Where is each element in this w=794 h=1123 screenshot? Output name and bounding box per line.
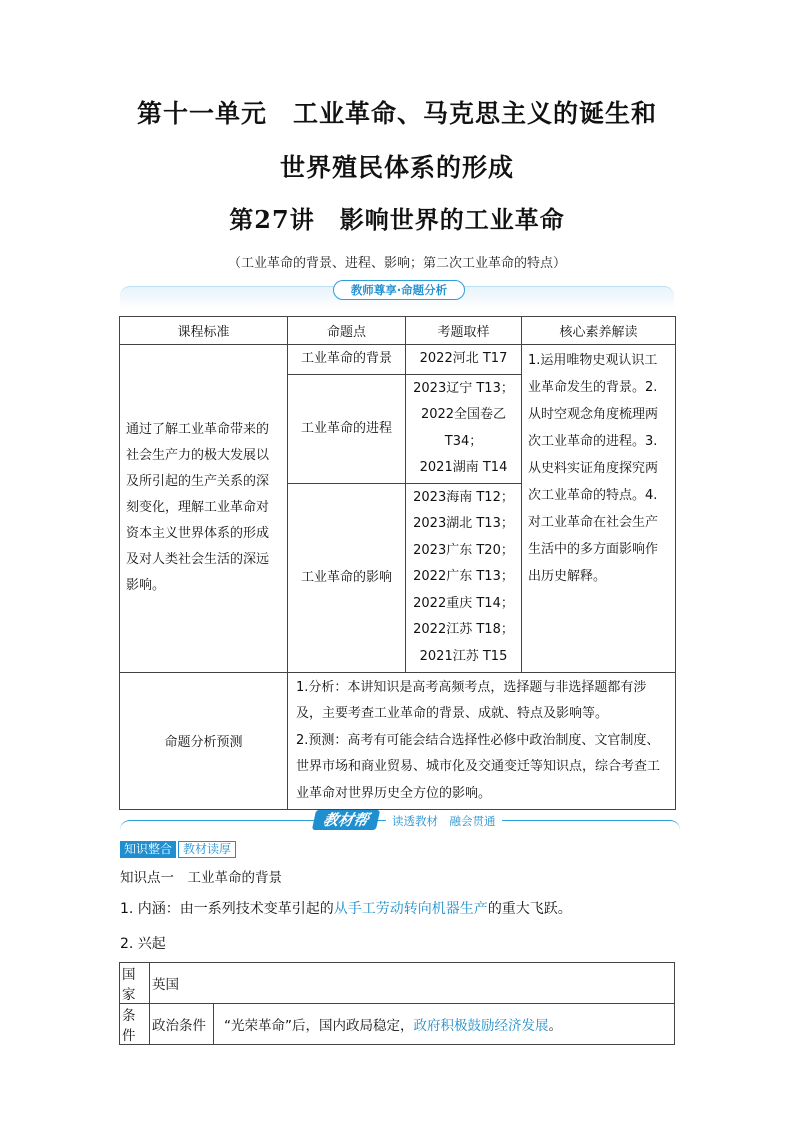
table-row [120,345,676,375]
course-standard: 通过了解工业革命带来的社会生产力的极大发展以及所引起的生产关系的深刻变化，理解工业革命对资本主义世界体系的形成及对人类社会生活的深远影响。 [120,345,288,673]
prediction-content [288,672,676,810]
example-item: 2022江苏 T18； [413,622,514,637]
examples-process [406,374,522,483]
textbook-banner-tag: 教材帮 [312,810,380,830]
lecture-title-post: 讲 影响世界的工业革命 [289,206,565,234]
table-row [120,1004,675,1045]
prediction-analysis: 1.分析：本讲知识是高考高频考点，选择题与非选择题都有涉及，主要考查工业革命的背景、成就、特点及影响等。 [296,679,647,721]
unit-title-line2: 世界殖民体系的形成 [279,153,514,182]
political-label: 政治条件 [150,1004,214,1045]
core-literacy: 1.运用唯物史观认识工业革命发生的背景。2.从时空观念角度梳理两次工业革命的进程。3.从史料实证角度探究两次工业革命的特点。4.对工业革命在社会生产生活中的多方面影响作出历史解释。 [522,345,676,673]
header-point: 命题点 [288,317,406,345]
example-item: 2022河北 T17 [419,351,508,366]
item1-suffix: 的重大飞跃。 [487,901,572,917]
header-standard: 课程标准 [120,317,288,345]
lecture-title [0,200,794,235]
point-process: 工业革命的进程 [288,374,406,483]
political-end: 。 [548,1018,562,1034]
example-item: 2022全国卷乙 [420,407,507,422]
example-item: 2021江苏 T15 [419,648,508,664]
examples-impact [406,483,522,672]
prediction-forecast: 2.预测：高考有可能会结合选择性必修中政治制度、文官制度、世界市场和商业贸易、城市化及交通变迁等知识点，综合考查工业革命对世界历史全方位的影响。 [296,732,661,801]
item1-highlight: 从手工劳动转向机器生产 [333,901,488,917]
country-label: 国家 [120,963,150,1004]
examples-background [406,345,522,375]
example-item: 2022重庆 T14； [413,595,514,611]
header-examples: 考题取样 [406,317,522,345]
rise-table [119,962,675,1045]
table-row [120,672,676,810]
knowledge-point-heading: 知识点一 工业革命的背景 [120,870,282,886]
prediction-label: 命题分析预测 [120,672,288,810]
example-item: T34； [444,433,483,449]
textbook-banner-slogan: 读透教材 融会贯通 [386,812,502,830]
lecture-subtitle: （工业革命的背景、进程、影响；第二次工业革命的特点） [227,256,566,271]
political-text: “光荣革命”后，国内政局稳定， [224,1018,414,1034]
lecture-title-pre: 第 [229,206,255,234]
analysis-table-header [120,317,676,345]
analysis-table [119,316,676,810]
example-item: 2023辽宁 T13； [413,380,514,396]
country-value: 英国 [150,963,675,1004]
teacher-banner [120,283,674,306]
example-item: 2023海南 T12； [413,489,514,505]
example-item: 2023广东 T20； [413,542,514,558]
item-connotation [120,898,572,918]
textbook-banner [120,812,680,834]
example-item: 2022广东 T13； [413,569,514,584]
political-highlight: 政府积极鼓励经济发展 [413,1018,549,1034]
political-condition [214,1004,675,1045]
header-literacy: 核心素养解读 [522,317,676,345]
teacher-banner-label: 教师尊享·命题分析 [333,280,465,300]
table-row [120,963,675,1004]
point-background: 工业革命的背景 [288,345,406,375]
example-item: 2023湖北 T13； [413,516,514,531]
section-chips [120,838,238,856]
unit-title-line1: 第十一单元 工业革命、马克思主义的诞生和 [136,99,657,128]
example-item: 2021湖南 T14 [419,460,508,475]
point-impact: 工业革命的影响 [288,483,406,672]
lecture-number: 27 [254,205,290,234]
chip-knowledge-integration: 知识整合 [120,841,176,858]
item-rise-heading: 2. 兴起 [120,936,166,952]
chip-textbook-reading: 教材读厚 [178,841,236,858]
condition-label: 条件 [120,1004,150,1045]
item1-prefix: 1. 内涵：由一系列技术变革引起的 [120,901,334,917]
